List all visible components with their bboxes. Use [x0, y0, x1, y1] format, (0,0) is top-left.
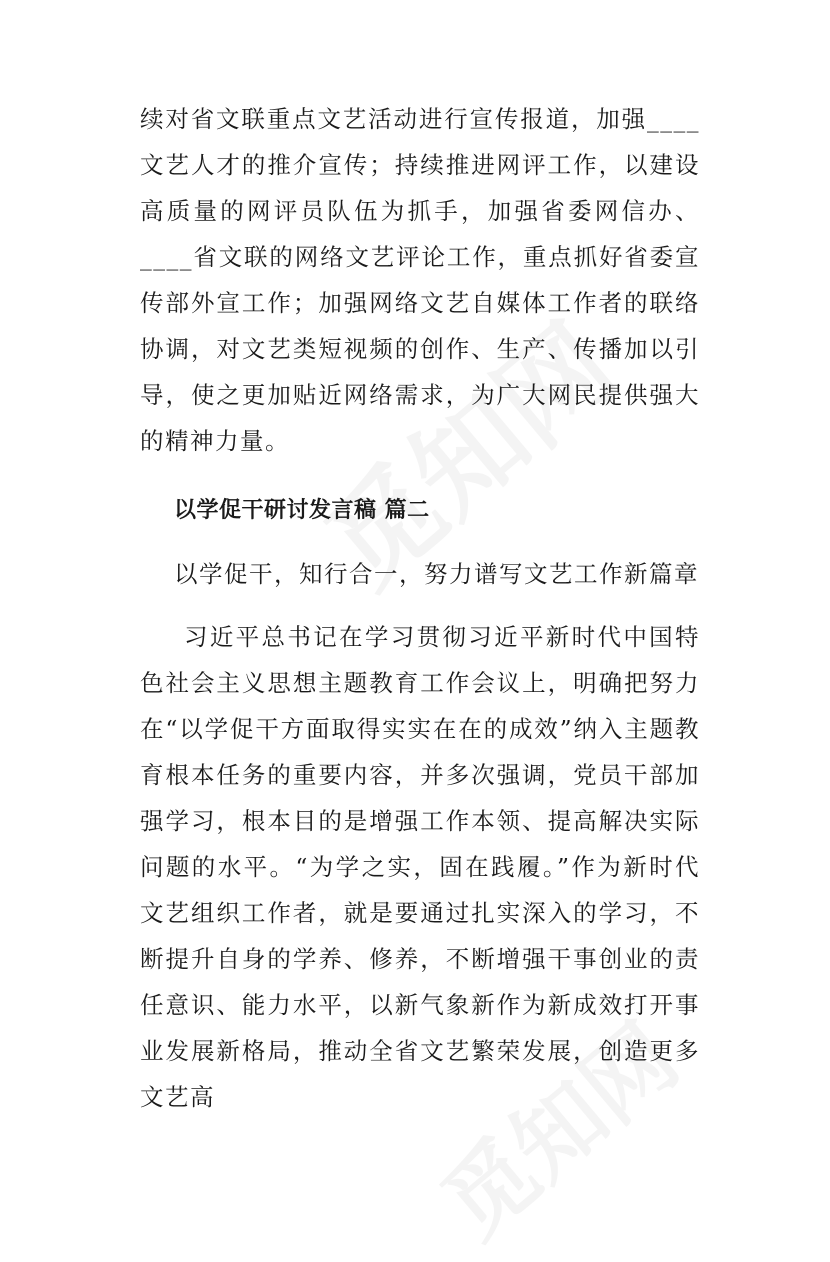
continued-paragraph: 续对省文联重点文艺活动进行宣传报道，加强____文艺人才的推介宣传；持续推进网评工作，以建设高质量的网评员队伍为抓手，加强省委网信办、____省文联的网络文艺评论工作，重点抓好省委宣传部外宣工作；加强网络文艺自媒体工作者的联络协调，对文艺类短视频的创作、生产、传播加以引导，使之更加贴近网络需求，为广大网民提供强大的精神力量。 — [140, 105, 700, 455]
body-paragraph: 习近平总书记在学习贯彻习近平新时代中国特色社会主义思想主题教育工作会议上，明确把努力在“以学促干方面取得实实在在的成效”纳入主题教育根本任务的重要内容，并多次强调，党员干部加强学习，根本目的是增强工作本领、提高解决实际问题的水平。“为学之实，固在践履。”作为新时代文艺组织工作者，就是要通过扎实深入的学习，不断提升自身的学养、修养，不断增强干事创业的责任意识、能力水平，以新气象新作为新成效打开事业发展新格局，推动全省文艺繁荣发展，创造更多文艺高 — [140, 623, 700, 1111]
section-subtitle: 以学促干，知行合一，努力谱写文艺工作新篇章 — [174, 560, 699, 588]
section-heading: 以学促干研讨发言稿 篇二 — [174, 498, 430, 523]
